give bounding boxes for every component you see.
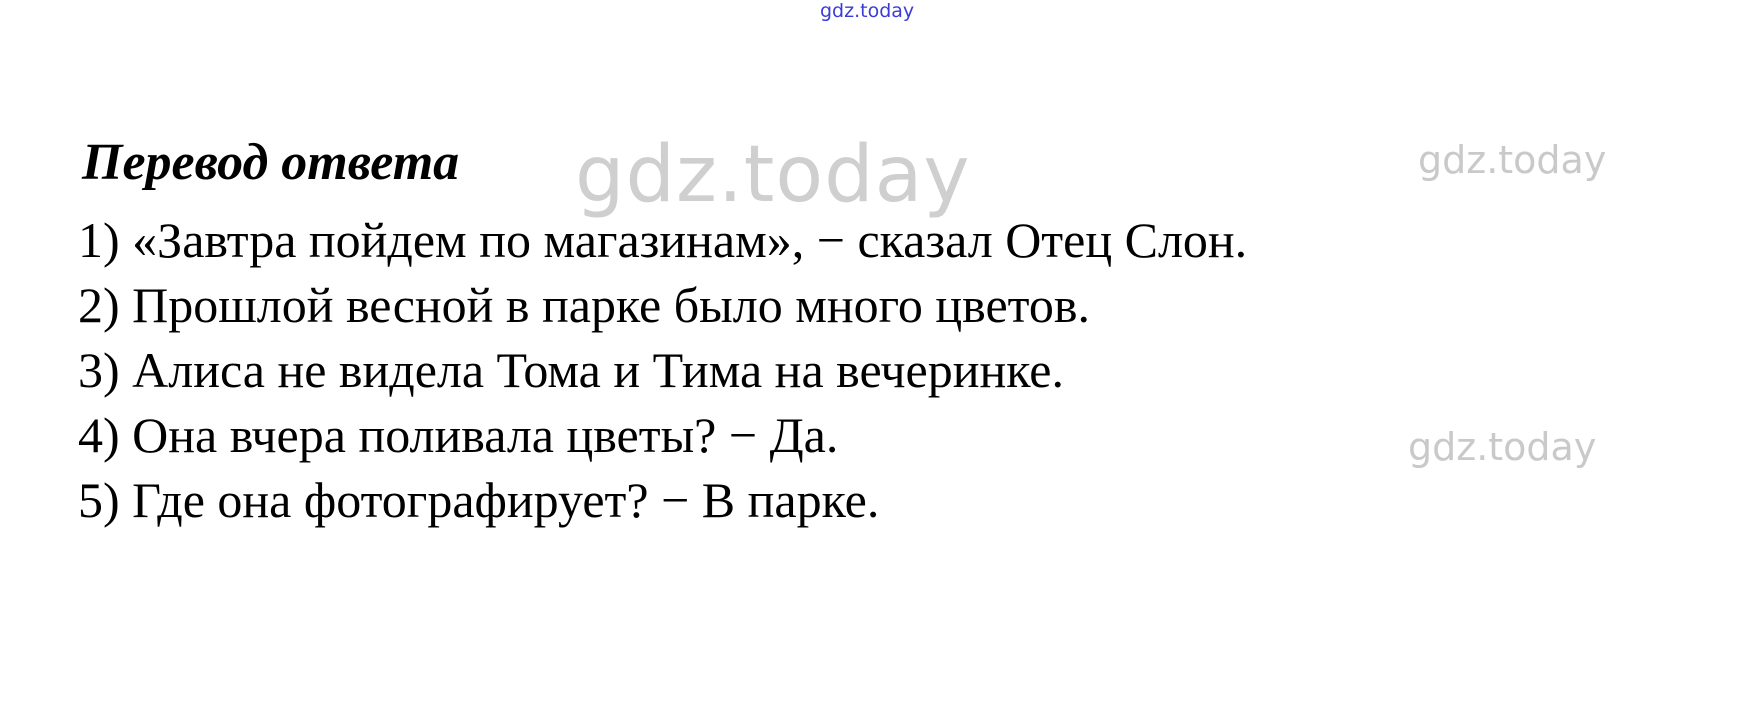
list-item: 2) Прошлой весной в парке было много цветов. [78,277,1090,333]
list-item: 4) Она вчера поливала цветы? − Да. [78,407,839,463]
page-title: Перевод ответа [82,134,460,191]
watermark-center-large: gdz.today [575,130,971,220]
list-item: 5) Где она фотографирует? − В парке. [78,472,880,528]
watermark-top: gdz.today [820,0,915,22]
watermark-right-upper: gdz.today [1418,138,1607,182]
list-item: 3) Алиса не видела Тома и Тима на вечеринке. [78,342,1064,398]
watermark-right-lower: gdz.today [1408,425,1597,469]
list-item: 1) «Завтра пойдем по магазинам», − сказал Отец Слон. [78,212,1248,268]
answers-list [78,208,1678,533]
